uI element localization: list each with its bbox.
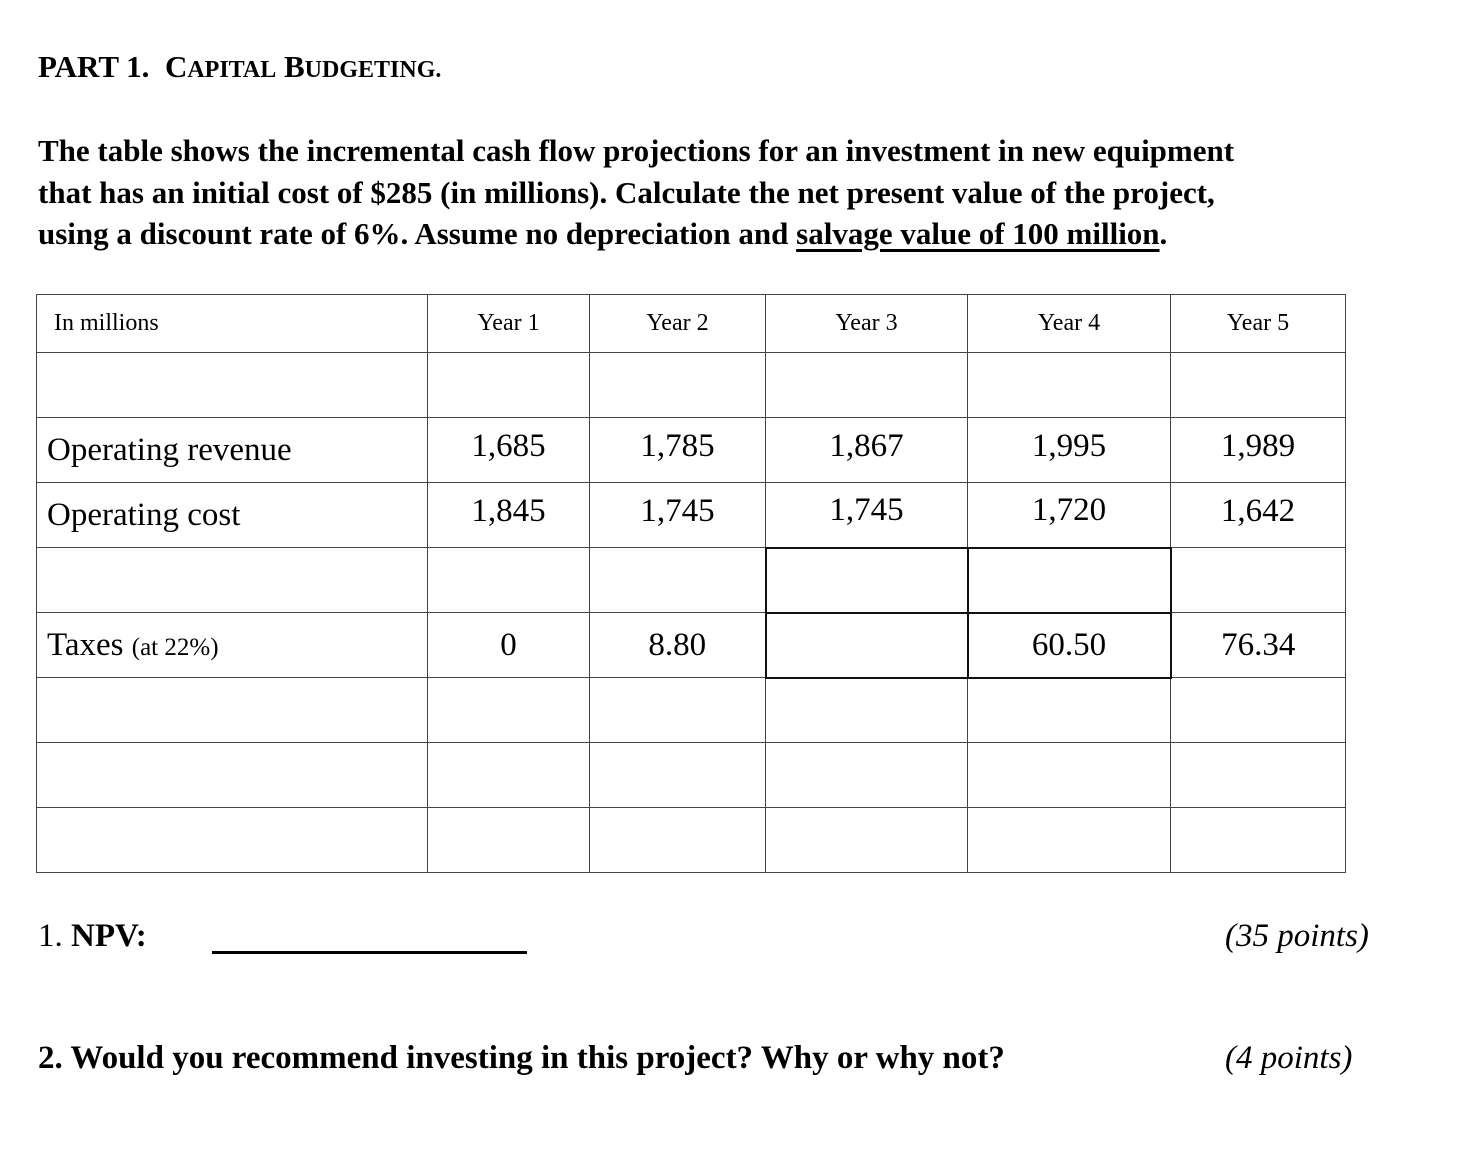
row-label[interactable] <box>37 678 428 743</box>
table-cell[interactable] <box>428 678 590 743</box>
row-label-operating-revenue: Operating revenue <box>37 418 428 483</box>
row-label[interactable] <box>37 808 428 873</box>
header-year-2: Year 2 <box>590 295 766 353</box>
row-label[interactable] <box>37 353 428 418</box>
table-cell[interactable] <box>968 678 1171 743</box>
table-row <box>37 678 1346 743</box>
table-cell: 1,745 <box>590 483 766 548</box>
table-cell: 1,785 <box>590 418 766 483</box>
header-in-millions: In millions <box>37 295 428 353</box>
table-cell[interactable] <box>428 808 590 873</box>
table-cell[interactable] <box>1171 808 1346 873</box>
problem-line-2: that has an initial cost of $285 (in millions). Calculate the net present value of the project, <box>38 174 1215 210</box>
problem-line-3: using a discount rate of 6%. Assume no depreciation and salvage value of 100 million. <box>38 216 1168 251</box>
table-row-operating-revenue <box>37 418 1346 483</box>
table-cell[interactable] <box>590 678 766 743</box>
table-cell-taxes-year-3[interactable] <box>766 613 968 678</box>
question-1-label: NPV: <box>71 918 147 954</box>
header-year-1: Year 1 <box>428 295 590 353</box>
table-cell: 8.80 <box>590 613 766 678</box>
header-year-4: Year 4 <box>968 295 1171 353</box>
header-year-3: Year 3 <box>766 295 968 353</box>
table-row-operating-cost <box>37 483 1346 548</box>
table-row-taxes <box>37 613 1346 678</box>
table-cell: 76.34 <box>1171 613 1346 678</box>
salvage-value-underlined: salvage value of 100 million <box>796 216 1160 251</box>
table-cell[interactable] <box>428 743 590 808</box>
question-1 <box>38 918 147 955</box>
table-cell: 1,867 <box>766 418 968 483</box>
table-cell[interactable] <box>968 548 1171 613</box>
header-year-5: Year 5 <box>1171 295 1346 353</box>
question-2-points: (4 points) <box>1225 1040 1353 1076</box>
table-cell[interactable] <box>590 808 766 873</box>
table-cell: 1,642 <box>1171 483 1346 548</box>
part-number: PART 1. <box>38 49 150 84</box>
table-cell[interactable] <box>590 548 766 613</box>
table-cell: 1,745 <box>766 483 968 548</box>
problem-line-1: The table shows the incremental cash flow projections for an investment in new equipment <box>38 133 1235 168</box>
table-cell: 1,995 <box>968 418 1171 483</box>
table-header-row <box>37 295 1346 353</box>
cash-flow-table <box>36 294 1346 873</box>
table-row <box>37 808 1346 873</box>
table-row <box>37 353 1346 418</box>
table-row <box>37 548 1346 613</box>
table-cell[interactable] <box>766 548 968 613</box>
table-cell[interactable] <box>1171 678 1346 743</box>
table-cell[interactable] <box>428 548 590 613</box>
table-cell: 1,720 <box>968 483 1171 548</box>
table-cell[interactable] <box>968 353 1171 418</box>
row-label[interactable] <box>37 548 428 613</box>
table-row <box>37 743 1346 808</box>
npv-answer-line[interactable] <box>212 951 527 954</box>
table-cell[interactable] <box>590 743 766 808</box>
table-cell[interactable] <box>766 353 968 418</box>
table-cell[interactable] <box>968 808 1171 873</box>
table-cell[interactable] <box>1171 548 1346 613</box>
table-cell: 60.50 <box>968 613 1171 678</box>
problem-statement <box>38 130 1448 255</box>
table-cell[interactable] <box>1171 353 1346 418</box>
row-label-taxes: Taxes (at 22%) <box>37 613 428 678</box>
section-heading <box>38 48 441 85</box>
table-cell[interactable] <box>766 743 968 808</box>
table-cell[interactable] <box>766 808 968 873</box>
table-cell[interactable] <box>1171 743 1346 808</box>
table-cell[interactable] <box>766 678 968 743</box>
table-cell: 1,989 <box>1171 418 1346 483</box>
row-label[interactable] <box>37 743 428 808</box>
tax-rate-note: (at 22%) <box>131 633 219 661</box>
question-2: 2. Would you recommend investing in this project? Why or why not? <box>38 1040 1005 1076</box>
table-cell[interactable] <box>428 353 590 418</box>
question-1-number: 1. <box>38 918 71 954</box>
table-cell[interactable] <box>590 353 766 418</box>
row-label-operating-cost: Operating cost <box>37 483 428 548</box>
section-title: CAPITAL BUDGETING. <box>164 49 442 84</box>
table-cell: 1,685 <box>428 418 590 483</box>
table-cell[interactable] <box>968 743 1171 808</box>
question-1-points: (35 points) <box>1225 918 1369 954</box>
table-cell: 0 <box>428 613 590 678</box>
table-cell: 1,845 <box>428 483 590 548</box>
